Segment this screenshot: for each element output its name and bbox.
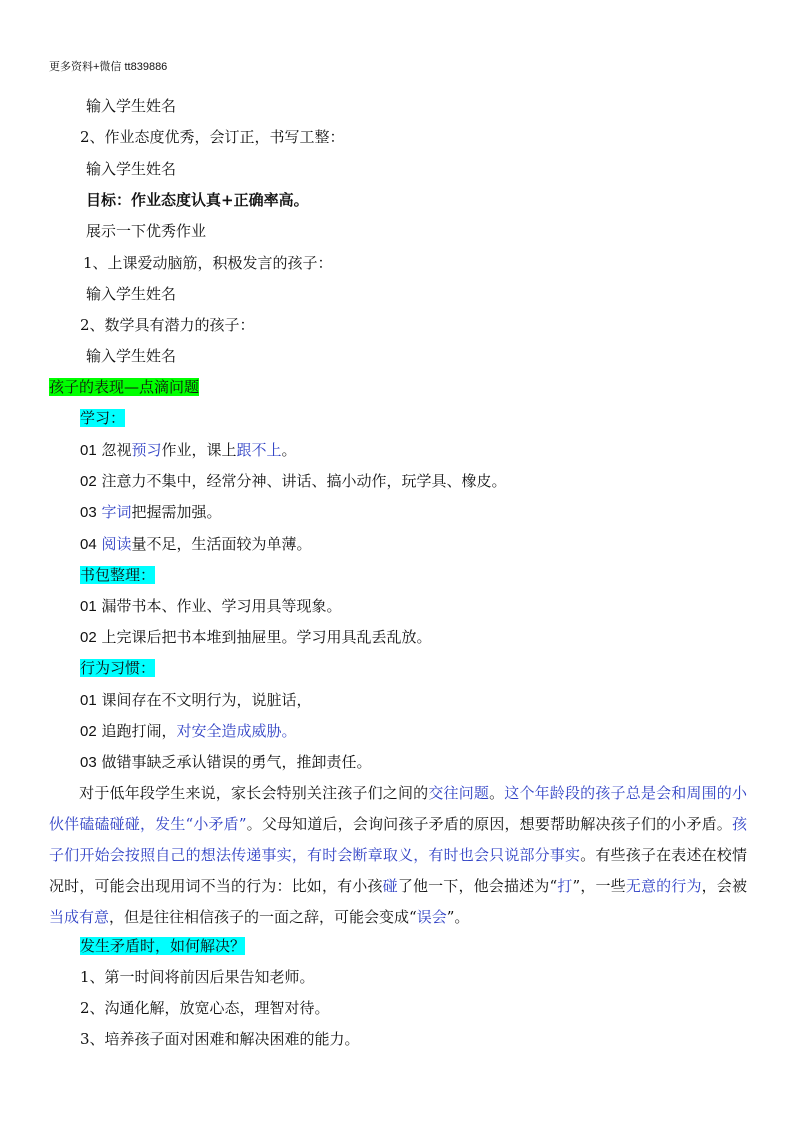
conflict-item-1: 1、第一时间将前因后果告知老师。 (80, 968, 315, 986)
bag-item-1: 01 漏带书本、作业、学习用具等现象。 (80, 597, 342, 615)
conflict-item-3: 3、培养孩子面对困难和解决困难的能力。 (80, 1030, 360, 1048)
text-line: 输入学生姓名 (86, 347, 177, 365)
conflict-heading: 发生矛盾时，如何解决？ (80, 937, 246, 955)
bag-heading: 书包整理： (80, 566, 156, 584)
text-line: 输入学生姓名 (86, 97, 177, 115)
study-item-1: 01 忽视预习作业，课上跟不上。 (80, 441, 297, 459)
text-line: 2、数学具有潜力的孩子： (80, 316, 255, 334)
habit-heading: 行为习惯： (80, 659, 156, 677)
text-line: 输入学生姓名 (86, 160, 177, 178)
bag-heading-line (80, 565, 155, 585)
page-header: 更多资料+微信 tt839886 (49, 61, 168, 73)
conflict-item-2: 2、沟通化解，放宽心态，理智对待。 (80, 999, 330, 1017)
bag-item-2: 02 上完课后把书本堆到抽屉里。学习用具乱丢乱放。 (80, 628, 432, 646)
habit-item-3: 03 做错事缺乏承认错误的勇气，推卸责任。 (80, 753, 372, 771)
section-title-line (49, 377, 199, 397)
text-line: 展示一下优秀作业 (86, 222, 207, 240)
text-line: 输入学生姓名 (86, 285, 177, 303)
habit-item-2: 02 追跑打闹，对安全造成威胁。 (80, 722, 297, 740)
section-title: 孩子的表现—点滴问题 (49, 378, 200, 396)
text-line: 1、上课爱动脑筋，积极发言的孩子： (83, 254, 333, 272)
goal-line: 目标：作业态度认真+正确率高。 (86, 191, 309, 209)
body-paragraph: 对于低年段学生来说，家长会特别关注孩子们之间的交往问题。这个年龄段的孩子总是会和周围的小伙伴磕磕碰碰，发生“小矛盾”。父母知道后，会询问孩子矛盾的原因，想要帮助解决孩子们的小矛盾。孩子们开始会按照自己的想法传递事实，有时会断章取义，有时也会只说部分事实。有些孩子在表述在校情况时，可能会出现用词不当的行为：比如，有小孩碰了他一下，他会描述为“打”，一些无意的行为，会被当成有意，但是往往相信孩子的一面之辞，可能会变成“误会”。 (49, 784, 747, 926)
conflict-heading-line (80, 936, 245, 956)
habit-item-1: 01 课间存在不文明行为，说脏话， (80, 691, 312, 709)
study-item-4: 04 阅读量不足，生活面较为单薄。 (80, 535, 312, 553)
study-heading-line (80, 408, 125, 428)
text-line: 2、作业态度优秀，会订正，书写工整： (80, 128, 345, 146)
study-item-3: 03 字词把握需加强。 (80, 503, 222, 521)
habit-heading-line (80, 658, 155, 678)
study-heading: 学习： (80, 409, 126, 427)
study-item-2: 02 注意力不集中，经常分神、讲话、搞小动作，玩学具、橡皮。 (80, 472, 507, 490)
